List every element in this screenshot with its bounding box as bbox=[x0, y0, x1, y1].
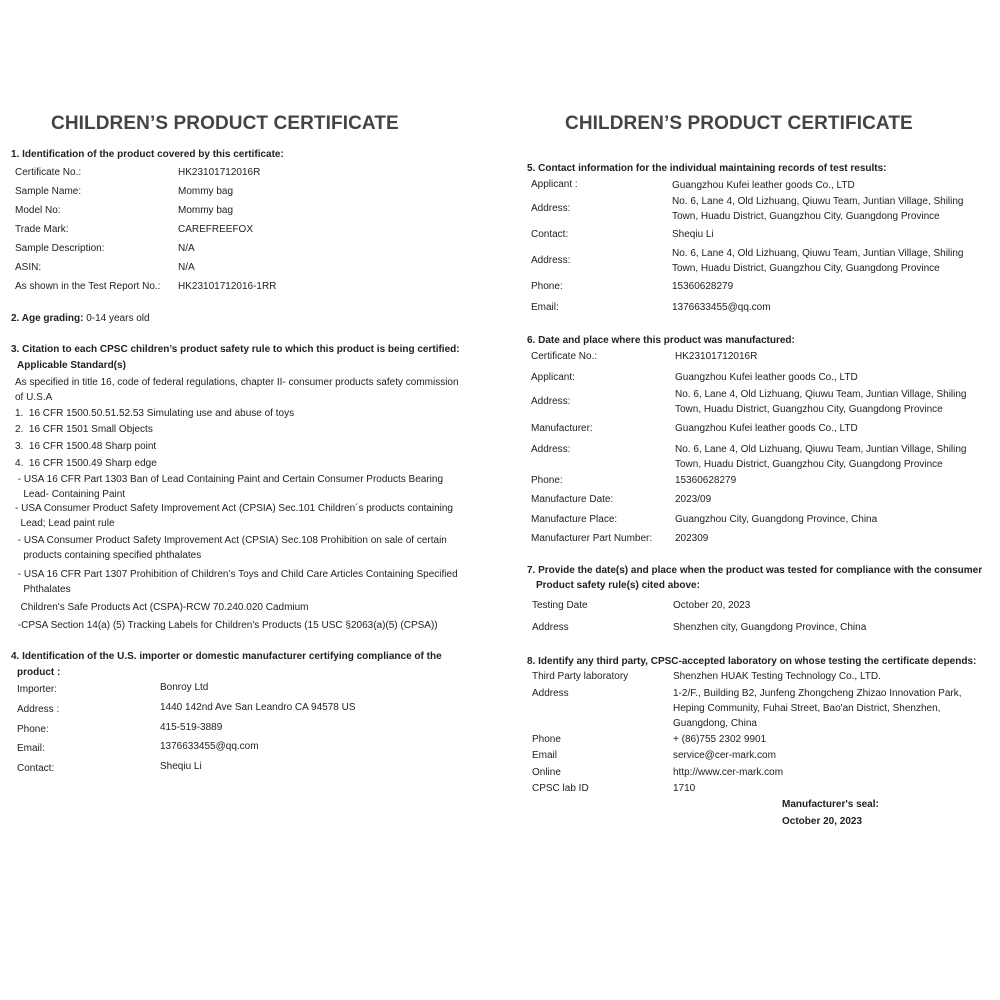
s6-applicant-label: Applicant: bbox=[531, 372, 575, 383]
s4-row-value: 415-519-3889 bbox=[160, 722, 223, 733]
s8-address-line2: Heping Community, Fuhai Street, Bao'an District, Shenzhen, bbox=[673, 703, 941, 714]
section-7-heading-cont: Product safety rule(s) cited above: bbox=[536, 580, 700, 591]
standard-line: - USA 16 CFR Part 1307 Prohibition of Children’s Toys and Child Care Articles Containing Specified bbox=[15, 569, 458, 580]
s4-row-value: 1440 142nd Ave San Leandro CA 94578 US bbox=[160, 702, 356, 713]
s5-address-label: Address: bbox=[531, 203, 571, 214]
s6-place-value: Guangzhou City, Guangdong Province, China bbox=[675, 514, 878, 525]
s1-row-label: Certificate No.: bbox=[15, 167, 82, 178]
s5-contact-value: Sheqiu Li bbox=[672, 229, 714, 240]
s5-address-b-line1: No. 6, Lane 4, Old Lizhuang, Qiuwu Team, Juntian Village, Shiling bbox=[672, 248, 964, 259]
s8-online-value: http://www.cer-mark.com bbox=[673, 767, 784, 778]
standard-line: Lead; Lead paint rule bbox=[15, 518, 115, 529]
s6-address-line1: No. 6, Lane 4, Old Lizhuang, Qiuwu Team, Juntian Village, Shiling bbox=[675, 389, 967, 400]
s6-place-label: Manufacture Place: bbox=[531, 514, 618, 525]
section-5-heading: 5. Contact information for the individual maintaining records of test results: bbox=[527, 163, 887, 174]
s6-address-b-label: Address: bbox=[531, 444, 571, 455]
s6-phone-value: 15360628279 bbox=[675, 475, 737, 486]
manufacturer-seal-label: Manufacturer's seal: bbox=[782, 799, 879, 810]
s6-address-b-line2: Town, Huadu District, Guangzhou City, Guangdong Province bbox=[675, 459, 943, 470]
s8-online-label: Online bbox=[532, 767, 561, 778]
s4-row-label: Phone: bbox=[17, 724, 49, 735]
s6-applicant-value: Guangzhou Kufei leather goods Co., LTD bbox=[675, 372, 858, 383]
s8-cpsc-label: CPSC lab ID bbox=[532, 783, 589, 794]
s7-address-value: Shenzhen city, Guangdong Province, China bbox=[673, 622, 867, 633]
s5-applicant-value: Guangzhou Kufei leather goods Co., LTD bbox=[672, 180, 855, 191]
s8-address-line3: Guangdong, China bbox=[673, 718, 757, 729]
s6-phone-label: Phone: bbox=[531, 475, 563, 486]
standard-line: Lead- Containing Paint bbox=[15, 489, 126, 500]
s6-address-b-line1: No. 6, Lane 4, Old Lizhuang, Qiuwu Team, Juntian Village, Shiling bbox=[675, 444, 967, 455]
section-4-heading: 4. Identification of the U.S. importer or domestic manufacturer certifying compliance of the bbox=[11, 651, 442, 662]
s7-date-label: Testing Date bbox=[532, 600, 588, 611]
s1-row-value: N/A bbox=[178, 243, 195, 254]
section-2-heading: 2. Age grading: bbox=[11, 313, 84, 324]
s4-row-label: Contact: bbox=[17, 763, 55, 774]
section-8-heading: 8. Identify any third party, CPSC-accepted laboratory on whose testing the certificate depends: bbox=[527, 656, 977, 667]
s4-row-value: Bonroy Ltd bbox=[160, 682, 209, 693]
age-grading-value: 0-14 years old bbox=[86, 313, 150, 324]
s8-email-label: Email bbox=[532, 750, 558, 761]
s6-date-label: Manufacture Date: bbox=[531, 494, 614, 505]
s6-manufacturer-value: Guangzhou Kufei leather goods Co., LTD bbox=[675, 423, 858, 434]
s6-manufacturer-label: Manufacturer: bbox=[531, 423, 593, 434]
s5-email-label: Email: bbox=[531, 302, 559, 313]
s7-date-value: October 20, 2023 bbox=[673, 600, 751, 611]
s1-row-label: Sample Description: bbox=[15, 243, 105, 254]
section-2 bbox=[11, 313, 150, 325]
s5-email-value: 1376633455@qq.com bbox=[672, 302, 771, 313]
standard-line: 1. 16 CFR 1500.50.51.52.53 Simulating use and abuse of toys bbox=[15, 408, 295, 419]
standard-line: Phthalates bbox=[15, 584, 71, 595]
s7-address-label: Address bbox=[532, 622, 569, 633]
s6-date-value: 2023/09 bbox=[675, 494, 712, 505]
section-1-heading: 1. Identification of the product covered by this certificate: bbox=[11, 149, 284, 160]
s4-row-label: Importer: bbox=[17, 684, 58, 695]
standard-line: products containing specified phthalates bbox=[15, 550, 202, 561]
s5-phone-label: Phone: bbox=[531, 281, 563, 292]
s1-row-label: Trade Mark: bbox=[15, 224, 69, 235]
s4-row-value: Sheqiu Li bbox=[160, 761, 202, 772]
s4-row-label: Address : bbox=[17, 704, 60, 715]
s5-address-line2: Town, Huadu District, Guangzhou City, Guangdong Province bbox=[672, 211, 940, 222]
s6-cert-label: Certificate No.: bbox=[531, 351, 598, 362]
standard-line: Children's Safe Products Act (CSPA)-RCW 70.240.020 Cadmium bbox=[15, 602, 309, 613]
s8-phone-label: Phone bbox=[532, 734, 561, 745]
s1-row-value: Mommy bag bbox=[178, 186, 234, 197]
section-6-heading: 6. Date and place where this product was manufactured: bbox=[527, 335, 795, 346]
s5-address-b-line2: Town, Huadu District, Guangzhou City, Guangdong Province bbox=[672, 263, 940, 274]
standard-line: - USA Consumer Product Safety Improvement Act (CPSIA) Sec.108 Prohibition on sale of certain bbox=[15, 535, 447, 546]
s1-row-value: CAREFREEFOX bbox=[178, 224, 254, 235]
s1-row-label: Model No: bbox=[15, 205, 61, 216]
page-title: CHILDREN’S PRODUCT CERTIFICATE bbox=[51, 113, 399, 134]
standard-line: - USA Consumer Product Safety Improvement Act (CPSIA) Sec.101 Children´s products containing bbox=[15, 503, 453, 514]
s4-row-value: 1376633455@qq.com bbox=[160, 741, 259, 752]
applicable-standards-heading: Applicable Standard(s) bbox=[17, 360, 126, 371]
s1-row-value: HK23101712016-1RR bbox=[178, 281, 277, 292]
s1-row-value: Mommy bag bbox=[178, 205, 234, 216]
s5-address-b-label: Address: bbox=[531, 255, 571, 266]
s8-address-label: Address bbox=[532, 688, 569, 699]
s6-part-label: Manufacturer Part Number: bbox=[531, 533, 653, 544]
section-4-heading-cont: product : bbox=[17, 667, 61, 678]
s8-lab-value: Shenzhen HUAK Testing Technology Co., LTD. bbox=[673, 671, 881, 682]
s6-cert-value: HK23101712016R bbox=[675, 351, 758, 362]
s4-row-label: Email: bbox=[17, 743, 45, 754]
standard-line: 3. 16 CFR 1500.48 Sharp point bbox=[15, 441, 157, 452]
section-7-heading: 7. Provide the date(s) and place when the product was tested for compliance with the consumer bbox=[527, 565, 983, 576]
s1-row-label: Sample Name: bbox=[15, 186, 82, 197]
standard-line: of U.S.A bbox=[15, 392, 53, 403]
s1-row-value: N/A bbox=[178, 262, 195, 273]
standard-line: -CPSA Section 14(a) (5) Tracking Labels for Children's Products (15 USC §2063(a)(5) (CPSA)) bbox=[15, 620, 438, 631]
s6-address-line2: Town, Huadu District, Guangzhou City, Guangdong Province bbox=[675, 404, 943, 415]
s5-phone-value: 15360628279 bbox=[672, 281, 734, 292]
standard-line: - USA 16 CFR Part 1303 Ban of Lead Containing Paint and Certain Consumer Products Bearing bbox=[15, 474, 444, 485]
s1-row-label: As shown in the Test Report No.: bbox=[15, 281, 161, 292]
s5-address-line1: No. 6, Lane 4, Old Lizhuang, Qiuwu Team, Juntian Village, Shiling bbox=[672, 196, 964, 207]
s1-row-value: HK23101712016R bbox=[178, 167, 261, 178]
s6-part-value: 202309 bbox=[675, 533, 709, 544]
manufacturer-seal-date: October 20, 2023 bbox=[782, 816, 863, 827]
standard-line: As specified in title 16, code of federal regulations, chapter II- consumer products safety commission bbox=[15, 377, 459, 388]
s6-address-label: Address: bbox=[531, 396, 571, 407]
page-title: CHILDREN’S PRODUCT CERTIFICATE bbox=[565, 113, 913, 134]
standard-line: 2. 16 CFR 1501 Small Objects bbox=[15, 424, 153, 435]
standard-line: 4. 16 CFR 1500.49 Sharp edge bbox=[15, 458, 157, 469]
s8-phone-value: + (86)755 2302 9901 bbox=[673, 734, 767, 745]
s8-email-value: service@cer-mark.com bbox=[673, 750, 776, 761]
section-3-heading: 3. Citation to each CPSC children’s product safety rule to which this product is being certified: bbox=[11, 344, 460, 355]
s5-applicant-label: Applicant : bbox=[531, 179, 578, 190]
s8-cpsc-value: 1710 bbox=[673, 783, 696, 794]
s5-contact-label: Contact: bbox=[531, 229, 569, 240]
s8-lab-label: Third Party laboratory bbox=[532, 671, 629, 682]
s1-row-label: ASIN: bbox=[15, 262, 42, 273]
s8-address-line1: 1-2/F., Building B2, Junfeng Zhongcheng Zhizao Innovation Park, bbox=[673, 688, 962, 699]
